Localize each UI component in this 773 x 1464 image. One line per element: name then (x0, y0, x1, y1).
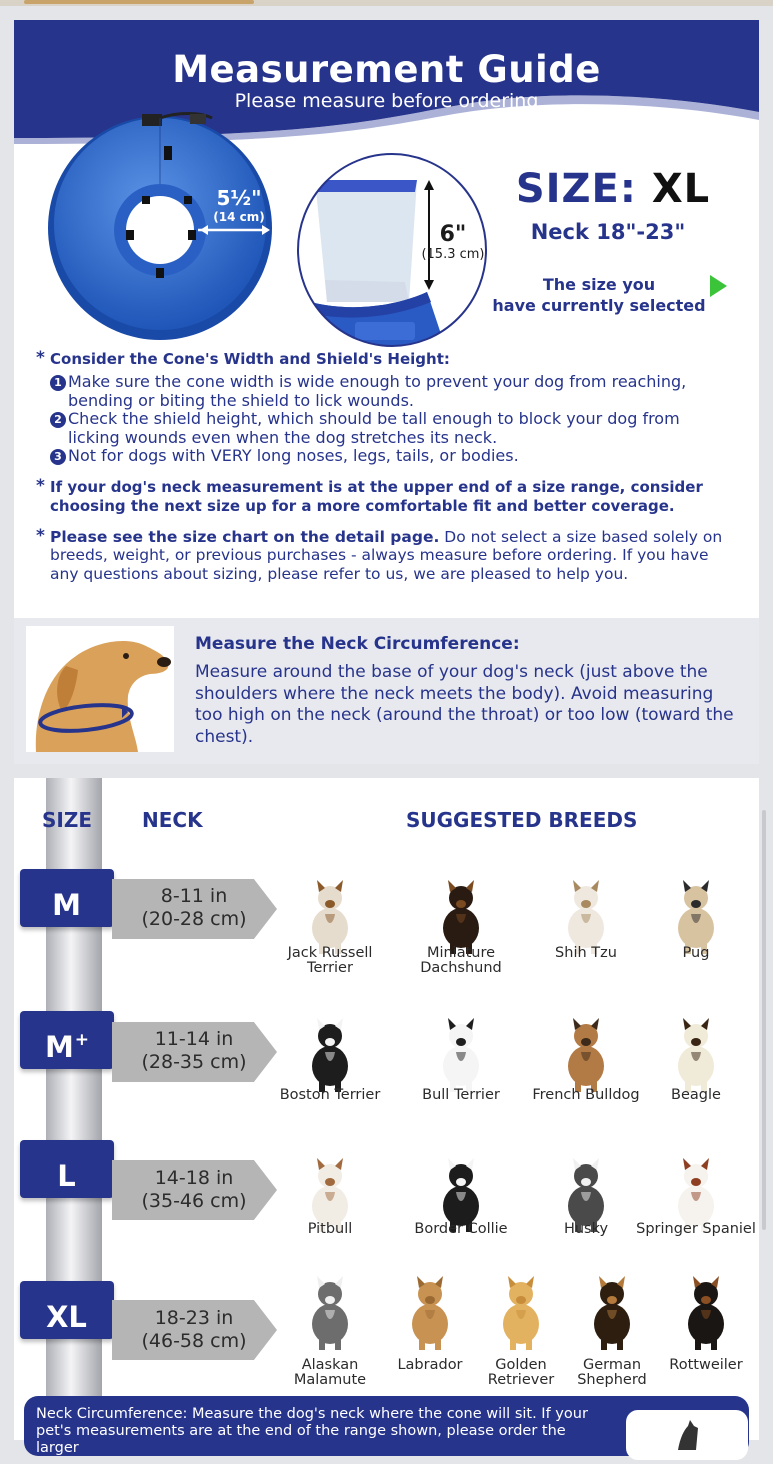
footer-banner (24, 1396, 749, 1456)
asterisk-icon: * (36, 475, 45, 496)
breed-label (636, 1222, 756, 1237)
breed-label-line: Miniature (426, 945, 496, 961)
breed-label (636, 1088, 756, 1103)
breed-label-line: Rottweiler (669, 1357, 743, 1373)
shield-height-cm: (15.3 cm) (421, 247, 485, 262)
breed-label-line: Alaskan (301, 1357, 359, 1373)
footer-image-thumbnail (626, 1410, 748, 1460)
note-point (50, 447, 736, 466)
breed-dog-image (295, 878, 365, 954)
neck-range-text (129, 1167, 259, 1213)
breed-dog-image (486, 1274, 556, 1350)
selected-note-line2: have currently selected (492, 296, 706, 315)
breed-label-line: French Bulldog (532, 1087, 640, 1103)
neck-cm: (46-58 cm) (141, 1330, 247, 1352)
shield-height-label (418, 222, 488, 262)
breed-label-line: Pitbull (307, 1221, 353, 1237)
previous-image-edge (0, 0, 773, 6)
neck-range-text (129, 1307, 259, 1353)
size-tab (20, 869, 114, 927)
breed-label (401, 946, 521, 976)
breed-label (526, 1222, 646, 1237)
breed-dog-image (426, 878, 496, 954)
column-header-neck: NECK (142, 808, 203, 832)
breed-label (526, 946, 646, 961)
breed-label (636, 946, 756, 961)
size-tab (20, 1011, 114, 1069)
breed-dog-image (577, 1274, 647, 1350)
neck-range-text (129, 1028, 259, 1074)
breed-dog-image (295, 1016, 365, 1092)
note-upper-end-text: If your dog's neck measurement is at the upper end of a size range, consider choosing the next size up for a more comfortable fit and better coverage. (50, 477, 703, 515)
breed-dog-image (661, 1016, 731, 1092)
point-text: Not for dogs with VERY long noses, legs, tails, or bodies. (68, 446, 519, 465)
point-text: Check the shield height, which should be tall enough to block your dog from licking wounds even when the dog stretches its neck. (68, 409, 680, 447)
note-chart-rest: Do not select a size based solely on breeds, weight, or previous purchases - always measure before ordering. If you have any questions about sizing, please refer to us, we are pleased to help you. (50, 527, 723, 583)
page-scrollbar[interactable] (762, 810, 766, 1230)
note-heading: Consider the Cone's Width and Shield's Height: (50, 350, 450, 368)
point-text: Make sure the cone width is wide enough to prevent your dog from reaching, bending or biting the shield to lick wounds. (68, 372, 687, 410)
size-tab-plus: + (74, 1030, 90, 1050)
neck-inches: 14-18 in (154, 1167, 234, 1189)
neck-cm: (35-46 cm) (141, 1190, 247, 1212)
breed-label (646, 1358, 766, 1373)
page-subtitle: Please measure before ordering (234, 90, 539, 112)
breed-label-line: Beagle (671, 1087, 721, 1103)
asterisk-icon: * (36, 348, 45, 368)
cone-illustration (42, 110, 282, 340)
breed-dog-image (395, 1274, 465, 1350)
asterisk-icon: * (36, 525, 45, 546)
breed-label-line: German (582, 1357, 642, 1373)
sizing-notes (36, 350, 736, 591)
breed-label (270, 946, 390, 976)
breed-label (401, 1222, 521, 1237)
measurement-guide-card (14, 20, 759, 764)
breed-label-line: Border Collie (414, 1221, 508, 1237)
breed-dog-image (661, 878, 731, 954)
breed-label (270, 1088, 390, 1103)
size-tab-label: L (57, 1159, 76, 1193)
breed-label-line: Retriever (487, 1372, 555, 1388)
breed-label-line: Shih Tzu (555, 945, 617, 961)
neck-inches: 8-11 in (160, 885, 228, 907)
selected-size-note (484, 274, 714, 316)
cone-width-cm: (14 cm) (213, 210, 265, 224)
breed-label (401, 1088, 521, 1103)
breed-label-line: Springer Spaniel (636, 1221, 756, 1237)
previous-image-fragment (24, 0, 254, 4)
neck-inches: 18-23 in (154, 1307, 234, 1329)
size-tab-label: XL (46, 1300, 87, 1334)
size-value: XL (651, 166, 711, 212)
note-point (50, 410, 736, 447)
neck-cm: (28-35 cm) (141, 1051, 247, 1073)
breed-label-line: Dachshund (420, 960, 502, 976)
breed-label-line: Shepherd (577, 1372, 647, 1388)
page-title: Measurement Guide (172, 48, 601, 91)
neck-measure-section (14, 618, 759, 764)
selected-note-line1: The size you (542, 275, 656, 294)
breed-dog-image (551, 878, 621, 954)
size-chart-card (14, 778, 759, 1456)
note-upper-end (36, 475, 736, 516)
breed-dog-image (671, 1274, 741, 1350)
selected-neck-range: Neck 18"-23" (530, 220, 686, 244)
circled-number-icon: 3 (50, 449, 66, 465)
size-tab (20, 1140, 114, 1198)
breed-label-line: Jack Russell (287, 945, 373, 961)
breed-label-line: Pug (682, 945, 710, 961)
breed-label-line: Labrador (397, 1357, 463, 1373)
breed-label (526, 1088, 646, 1103)
note-size-chart (36, 525, 736, 584)
breed-dog-image (551, 1016, 621, 1092)
breed-label (270, 1222, 390, 1237)
dog-silhouette-icon (626, 1410, 748, 1460)
size-tab-label: M (52, 888, 81, 922)
size-tab (20, 1281, 114, 1339)
neck-cm: (20-28 cm) (141, 908, 247, 930)
note-points (50, 373, 736, 466)
breed-label-line: Bull Terrier (422, 1087, 500, 1103)
column-header-size: SIZE (42, 808, 93, 832)
note-size-chart-text (50, 528, 736, 584)
breed-label-line: Boston Terrier (279, 1087, 381, 1103)
circled-number-icon: 2 (50, 412, 66, 428)
note-chart-bold: Please see the size chart on the detail page. (50, 527, 440, 546)
size-label: SIZE: (515, 166, 637, 212)
circled-number-icon: 1 (50, 375, 66, 391)
shield-height-inches: 6" (439, 222, 467, 247)
column-header-breeds: SUGGESTED BREEDS (406, 808, 638, 832)
measure-title: Measure the Neck Circumference: (195, 634, 520, 654)
breed-label-line: Terrier (307, 960, 353, 976)
cone-width-label (210, 186, 268, 224)
neck-range-text (129, 885, 259, 931)
breed-label-line: Husky (563, 1221, 609, 1237)
golden-retriever-photo (26, 626, 174, 752)
cone-width-inches: 5½" (216, 186, 262, 210)
breed-label-line: Golden (495, 1357, 547, 1373)
size-tab-label: M (44, 1030, 74, 1064)
breed-dog-image (426, 1016, 496, 1092)
measure-body: Measure around the base of your dog's neck (just above the shoulders where the neck meets the body). Avoid measuring too high on the neck (around the throat) or too low (toward the chest). (195, 662, 734, 747)
play-arrow-icon (710, 275, 727, 297)
footer-text: Neck Circumference: Measure the dog's neck where the cone will sit. If your pet's measurements are at the end of the range shown, please order the larger (36, 1406, 588, 1456)
note-width-height (36, 350, 736, 466)
neck-inches: 11-14 in (154, 1028, 234, 1050)
breed-dog-image (295, 1274, 365, 1350)
selected-size-heading (498, 166, 728, 212)
breed-label-line: Malamute (293, 1372, 367, 1388)
note-point (50, 373, 736, 410)
